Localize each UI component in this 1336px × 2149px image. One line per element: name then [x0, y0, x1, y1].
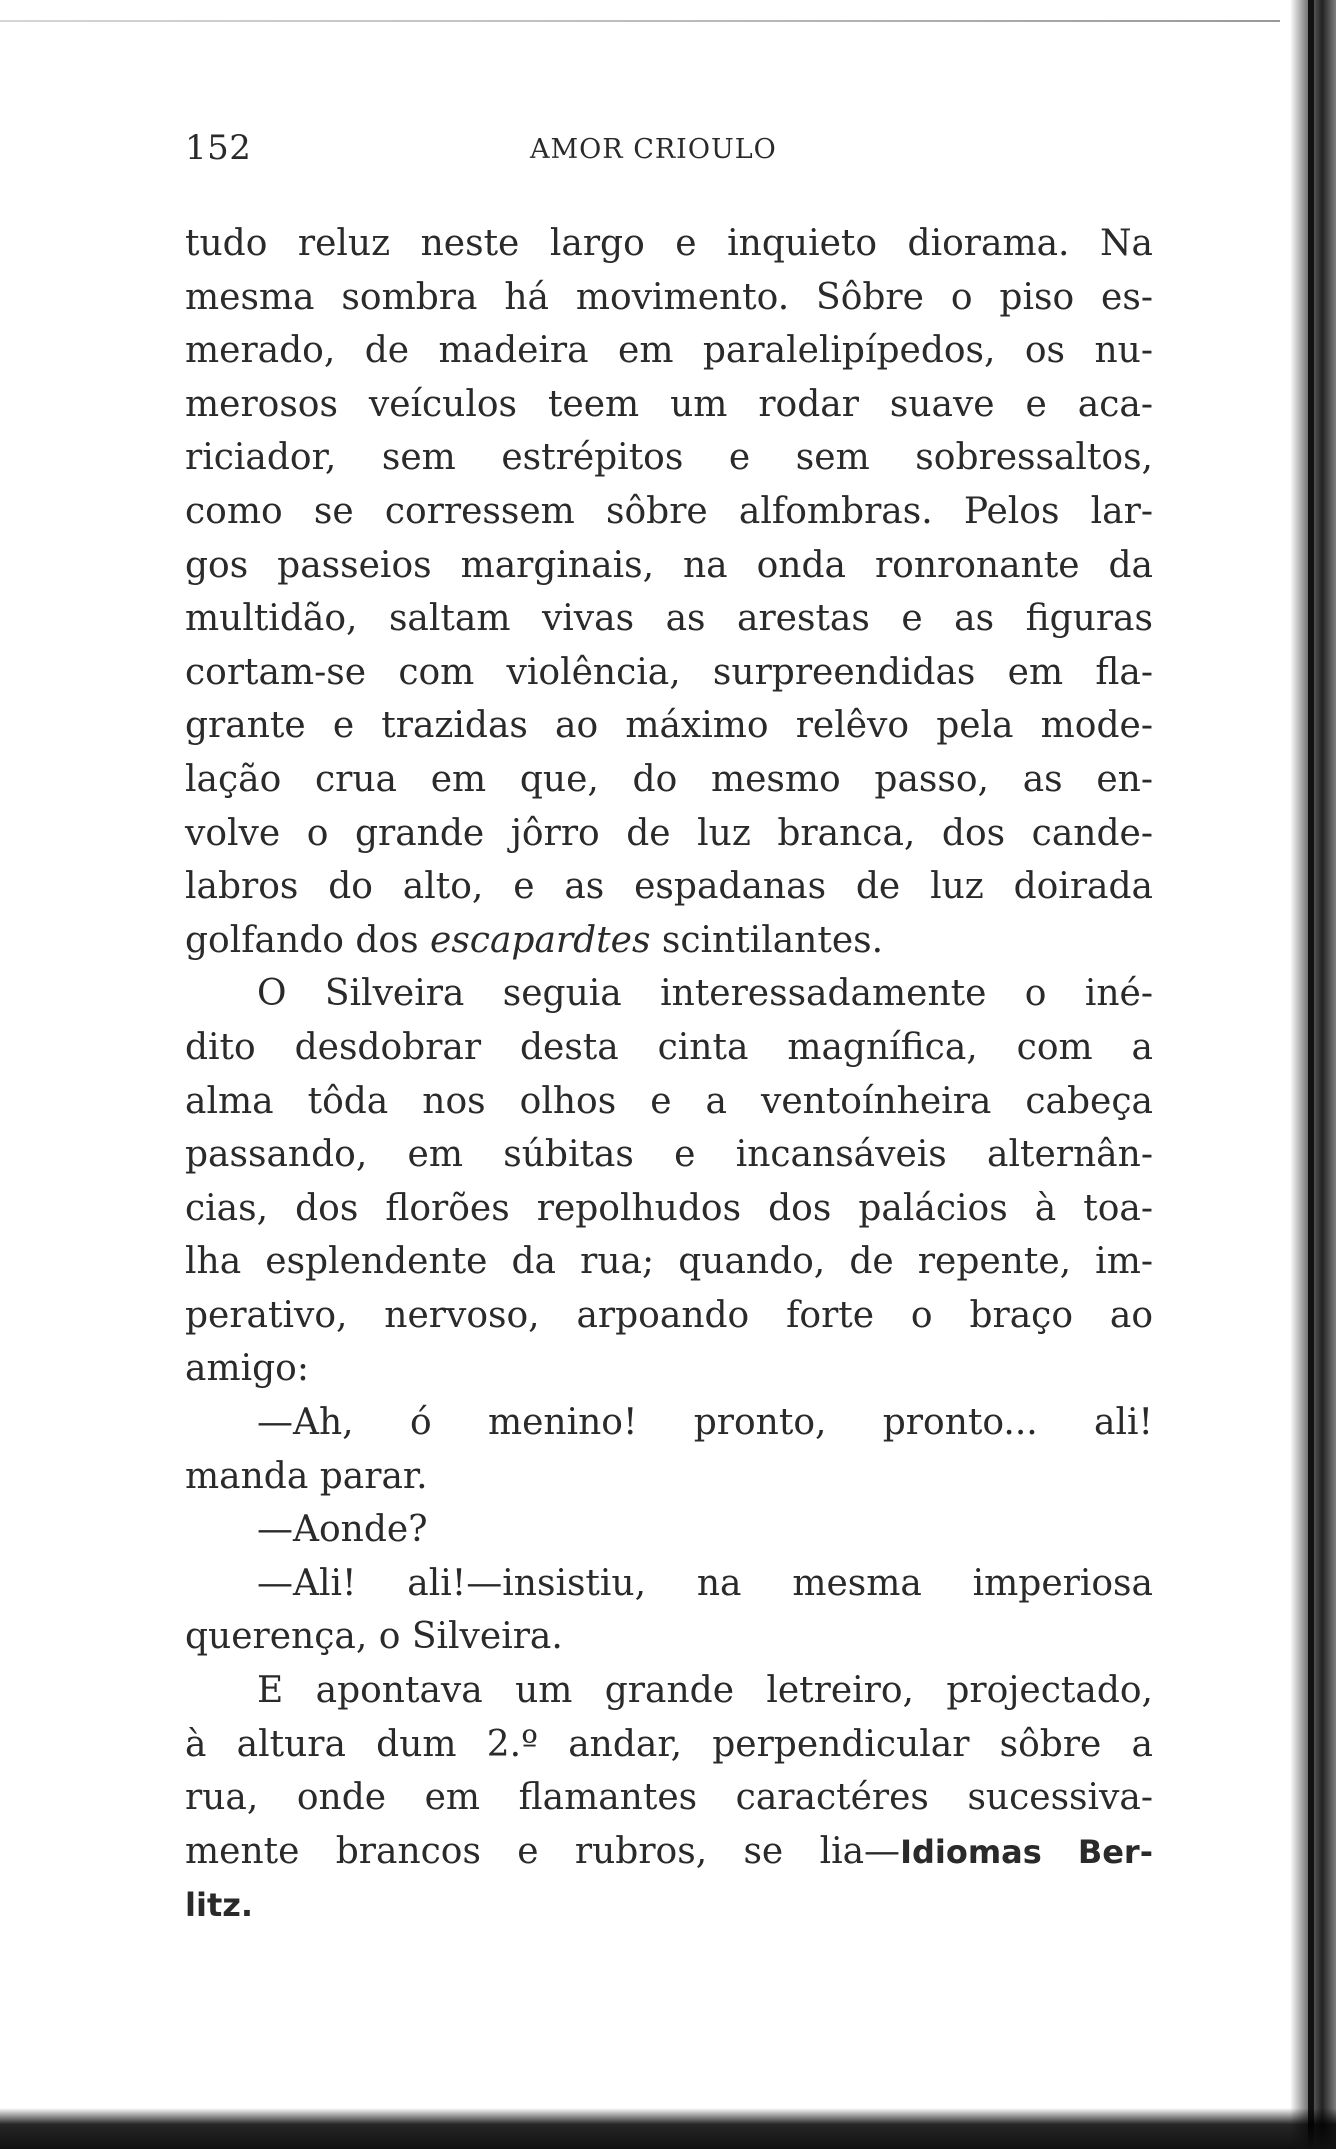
bottom-scan-edge [0, 2108, 1336, 2149]
text-line: rua, onde em flamantes caractéres sucessiva- [185, 1777, 1153, 1819]
text-line: perativo, nervoso, arpoando forte o braço ao [185, 1294, 1153, 1336]
text-line: amigo: [185, 1348, 309, 1390]
text-line: dito desdobrar desta cinta magnífica, com a [185, 1026, 1153, 1068]
dialogue-line: —Aonde? [257, 1509, 428, 1551]
text-line: querença, o Silveira. [185, 1616, 563, 1658]
running-title: AMOR CRIOULO [530, 134, 777, 165]
text-line: manda parar. [185, 1455, 428, 1497]
text-line: cortam-se com violência, surpreendidas em fla- [185, 651, 1153, 693]
text-line: volve o grande jôrro de luz branca, dos cande- [185, 812, 1153, 854]
text-line: E apontava um grande letreiro, projectado, [257, 1670, 1153, 1712]
text-line: à altura dum 2.º andar, perpendicular sôbre a [185, 1723, 1153, 1765]
text-run: scintilantes. [650, 919, 884, 961]
text-line: multidão, saltam vivas as arestas e as figuras [185, 598, 1153, 640]
page-number: 152 [185, 128, 252, 168]
text-line [185, 914, 1153, 968]
book-spine-edge [1308, 0, 1314, 2149]
text-line: mesma sombra há movimento. Sôbre o piso es- [185, 276, 1153, 318]
text-run: golfando dos [185, 919, 431, 961]
text-line: O Silveira seguia interessadamente o iné- [257, 973, 1153, 1015]
text-line: gos passeios marginais, na onda ronronante da [185, 544, 1153, 586]
text-line: cias, dos florões repolhudos dos palácios à toa- [185, 1187, 1153, 1229]
text-line: como se corressem sôbre alfombras. Pelos lar- [185, 490, 1153, 532]
text-run: mente brancos e rubros, se lia— [185, 1830, 901, 1872]
text-line: grante e trazidas ao máximo relêvo pela mode- [185, 705, 1153, 747]
text-line: lha esplendente da rua; quando, de repente, im- [185, 1241, 1153, 1283]
bold-sign-text: Idiomas Ber- [900, 1832, 1153, 1871]
text-line [185, 1825, 1153, 1879]
text-line: merosos veículos teem um rodar suave e aca- [185, 383, 1153, 425]
text-line: tudo reluz neste largo e inquieto diorama. Na [185, 223, 1153, 264]
bold-sign-text: litz. [185, 1886, 254, 1925]
text-line: merado, de madeira em paralelipípedos, os nu- [185, 330, 1153, 372]
dialogue-line: —Ali! ali!—insistiu, na mesma imperiosa [257, 1562, 1153, 1604]
text-line: labros do alto, e as espadanas de luz doirada [185, 866, 1153, 908]
text-line: riciador, sem estrépitos e sem sobressaltos, [185, 437, 1153, 479]
italic-word: escapardtes [430, 919, 651, 961]
top-edge-rule [0, 20, 1280, 22]
page-header [185, 128, 1155, 178]
body-text [185, 217, 1153, 1932]
text-line: passando, em súbitas e incansáveis alternân- [185, 1134, 1153, 1176]
text-line: alma tôda nos olhos e a ventoínheira cabeça [185, 1080, 1153, 1122]
text-line: lação crua em que, do mesmo passo, as en- [185, 758, 1153, 800]
dialogue-line: —Ah, ó menino! pronto, pronto... ali! [257, 1402, 1153, 1444]
text-line [185, 1878, 1153, 1932]
